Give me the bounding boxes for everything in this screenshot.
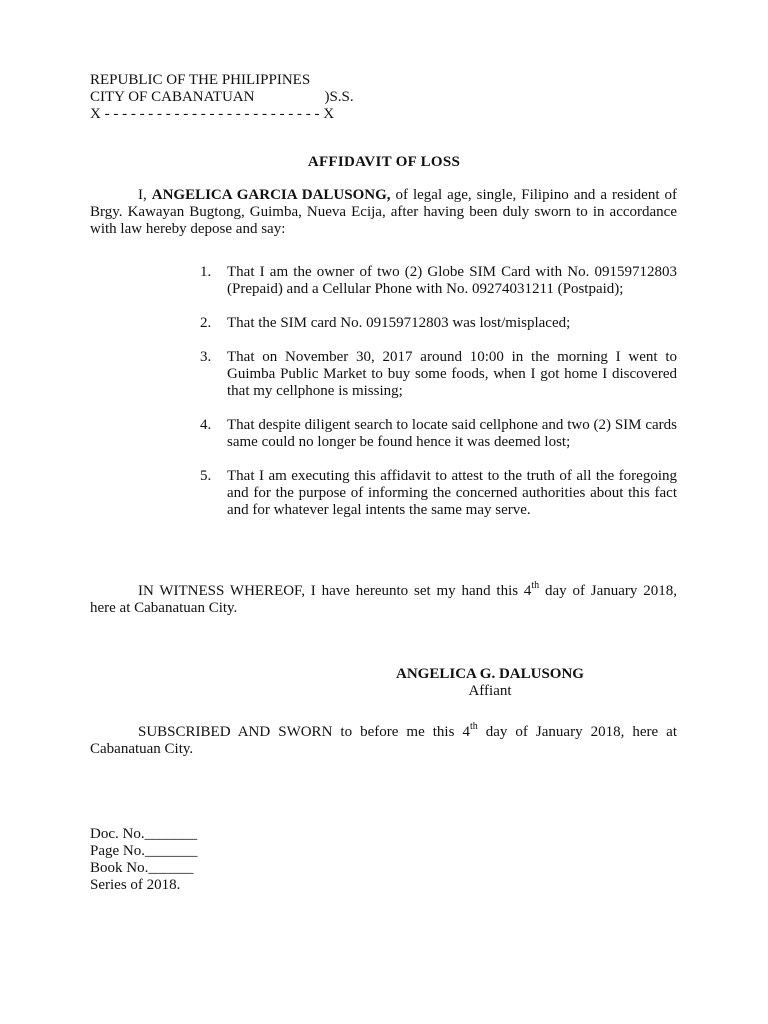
notarial-details bbox=[90, 826, 198, 894]
doc-number-line: Doc. No._______ bbox=[90, 826, 198, 842]
list-item bbox=[200, 315, 677, 332]
header-ss: )S.S. bbox=[324, 89, 354, 105]
header-city: CITY OF CABANATUAN bbox=[90, 89, 255, 105]
depositions-list bbox=[200, 264, 677, 536]
item-text: That on November 30, 2017 around 10:00 in the morning I went to Guimba Public Market to buy some foods, when I got home I discovered that my cellphone is missing; bbox=[227, 349, 677, 399]
intro-lead: I, bbox=[138, 187, 152, 203]
item-number: 1. bbox=[200, 264, 212, 280]
list-item bbox=[200, 468, 677, 519]
item-number: 3. bbox=[200, 349, 212, 365]
item-number: 2. bbox=[200, 315, 212, 331]
witness-ordinal-suffix: th bbox=[531, 580, 540, 591]
book-number-line: Book No.______ bbox=[90, 860, 194, 876]
intro-text: of legal age, single, Filipino and a resident of Brgy. Kawayan Bugtong, Guimba, Nueva Ecija, after having been duly sworn to in accordance with law hereby depose and say: bbox=[90, 187, 677, 237]
header-city-row bbox=[90, 89, 490, 106]
item-number: 4. bbox=[200, 417, 212, 433]
list-item bbox=[200, 349, 677, 400]
jurat-paragraph bbox=[90, 721, 678, 758]
item-text: That I am the owner of two (2) Globe SIM Card with No. 09159712803 (Prepaid) and a Cellular Phone with No. 09274031211 (Postpaid); bbox=[227, 264, 677, 297]
item-text: That despite diligent search to locate said cellphone and two (2) SIM cards same could no longer be found hence it was deemed lost; bbox=[227, 417, 677, 450]
affiant-signature-name: ANGELICA G. DALUSONG bbox=[396, 666, 584, 682]
item-number: 5. bbox=[200, 468, 212, 484]
series-line: Series of 2018. bbox=[90, 877, 181, 893]
signature-block bbox=[380, 666, 600, 700]
witness-paragraph bbox=[90, 580, 677, 617]
affiant-full-name: ANGELICA GARCIA DALUSONG, bbox=[151, 187, 391, 203]
affiant-role: Affiant bbox=[468, 683, 512, 699]
witness-text-after: day of January 2018, here at Cabanatuan City. bbox=[90, 583, 677, 616]
jurat-text-before: SUBSCRIBED AND SWORN to before me this 4 bbox=[138, 724, 470, 740]
witness-text-before: IN WITNESS WHEREOF, I have hereunto set my hand this 4 bbox=[138, 583, 532, 599]
page-number-line: Page No._______ bbox=[90, 843, 198, 859]
document-header bbox=[90, 72, 490, 123]
list-item bbox=[200, 264, 677, 298]
jurat-text-after: day of January 2018, here at Cabanatuan City. bbox=[90, 724, 678, 757]
item-text: That the SIM card No. 09159712803 was lost/misplaced; bbox=[227, 315, 571, 331]
item-text: That I am executing this affidavit to attest to the truth of all the foregoing and for the purpose of informing the concerned authorities about this fact and for whatever legal intents the same may serve. bbox=[227, 468, 677, 518]
intro-paragraph bbox=[90, 187, 677, 238]
header-divider-line: X - - - - - - - - - - - - - - - - - - - - - - - - - X bbox=[90, 106, 335, 122]
header-republic: REPUBLIC OF THE PHILIPPINES bbox=[90, 72, 311, 88]
document-title: AFFIDAVIT OF LOSS bbox=[307, 154, 461, 170]
jurat-ordinal-suffix: th bbox=[469, 721, 478, 732]
list-item bbox=[200, 417, 677, 451]
